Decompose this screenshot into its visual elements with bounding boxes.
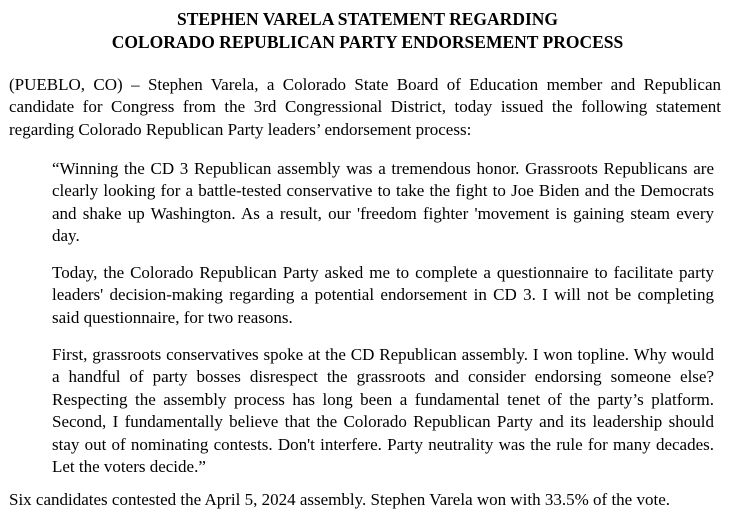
intro-paragraph: (PUEBLO, CO) – Stephen Varela, a Colorado State Board of Education member and Republican candidate for Congress from the 3rd Congressional District, today issued the following statement regarding Colorado Republican Party leaders’ endorsement process: (9, 75, 721, 139)
quote-paragraph-2: Today, the Colorado Republican Party asked me to complete a questionnaire to facilitate party leaders' decision-making regarding a potential endorsement in CD 3. I will not be completing said questionnaire, for two reasons. (52, 263, 714, 327)
quote-paragraph-1: “Winning the CD 3 Republican assembly was a tremendous honor. Grassroots Republicans are clearly looking for a battle-tested conservative to take the fight to Joe Biden and the Democrats and shake up Washington. As a result, our 'freedom fighter 'movement is gaining steam every day. (52, 159, 714, 246)
document-title-line-2: COLORADO REPUBLICAN PARTY ENDORSEMENT PROCESS (111, 32, 624, 52)
document-title-line-1: STEPHEN VARELA STATEMENT REGARDING (176, 9, 559, 29)
closing-paragraph: Six candidates contested the April 5, 2024 assembly. Stephen Varela won with 33.5% of the vote. (9, 490, 670, 509)
quote-paragraph-3: First, grassroots conservatives spoke at the CD Republican assembly. I won topline. Why would a handful of party bosses disrespect the grassroots and consider endorsing someone else? Respecting the assembly process has long been a fundamental tenet of the party’s platform. Second, I fundamentally believe that the Colorado Republican Party and its leadership should stay out of nominating contests. Don't interfere. Party neutrality was the rule for many decades. Let the voters decide.” (52, 345, 714, 477)
